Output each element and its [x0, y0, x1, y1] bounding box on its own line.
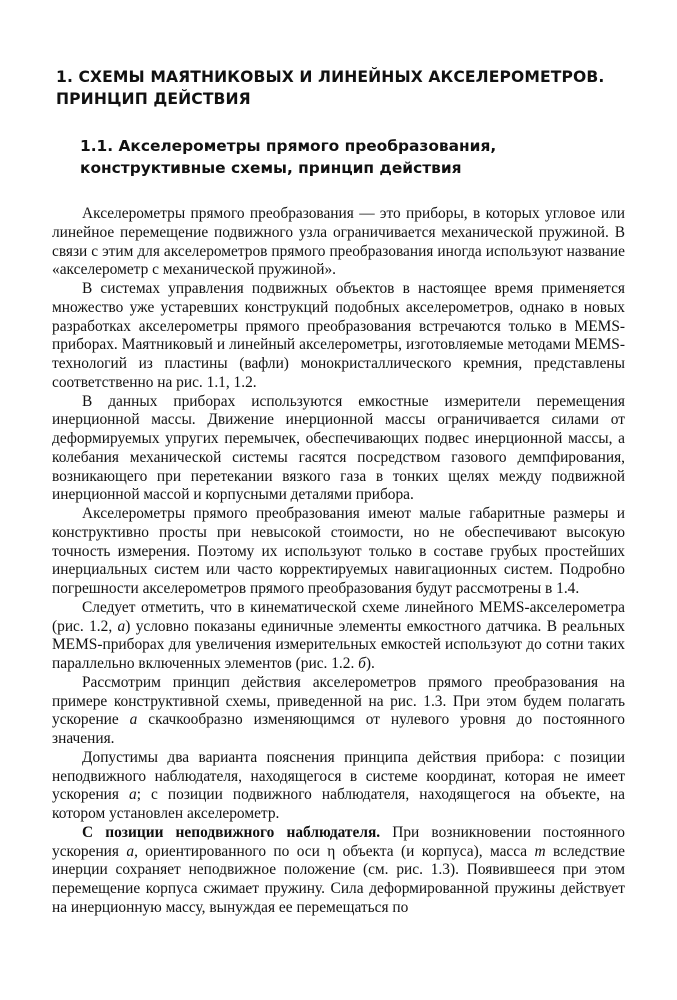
paragraph-8 — [52, 824, 625, 918]
paragraph-1: Акселерометры прямого преобразования — это приборы, в которых угловое или линейное перемещение подвижного узла ограничивается механической пружиной. В связи с этим для акселерометров прямого преобразования иногда используют название «акселерометр с механической пружиной». — [52, 205, 625, 279]
paragraph-4: Акселерометры прямого преобразования имеют малые габаритные размеры и конструктивно просты при невысокой стоимости, но не обеспечивают высокую точность измерения. Поэтому их используют только в составе грубых простейших инерциальных систем или часто корректируемых навигационных систем. Подробно погрешности акселерометров прямого преобразования будут рассмотрены в 1.4. — [52, 505, 625, 597]
body-text — [52, 205, 625, 918]
paragraph-6 — [52, 674, 625, 749]
section-title-line-1: 1.1. Акселерометры прямого преобразования, — [80, 137, 497, 155]
section-title-line-2: конструктивные схемы, принцип действия — [80, 159, 462, 177]
section-title — [80, 135, 625, 179]
paragraph-5-italic-a: а — [117, 617, 126, 635]
paragraph-5-part-b: ) условно показаны единичные элементы емкостного датчика. В реальных MEMS-приборах для увеличения измерительных емкостей используют до сотни таких параллельно включенных элементов (рис. 1.2. — [52, 617, 625, 672]
paragraph-2: В системах управления подвижных объектов в настоящее время применяется множество уже устаревших конструкций подобных акселерометров, однако в новых разработках акселерометры прямого преобразования встречаются только в MEMS-приборах. Маятниковый и линейный акселерометры, изготовляемые методами MEMS-технологий из пластины (вафли) монокристаллического кремния, представлены соответственно на рис. 1.1, 1.2. — [52, 280, 625, 391]
paragraph-6-part-a: Рассмотрим принцип действия акселерометров прямого преобразования на примере конструктивной схемы, приведенной на рис. 1.3. При этом будем полагать ускорение — [52, 673, 625, 729]
paragraph-8-lead: С позиции неподвижного наблюдателя. — [82, 823, 381, 841]
paragraph-8-part-b: , ориентированного по оси η объекта (и корпуса), масса — [134, 842, 535, 860]
chapter-title-line-2: ПРИНЦИП ДЕЙСТВИЯ — [56, 90, 251, 108]
paragraph-8-part-c: вследствие инерции сохраняет неподвижное положение (см. рис. 1.3). Появившееся при этом перемещение корпуса сжимает пружину. Сила деформированной пружины действует на инерционную массу, вынуждая ее перемещаться по — [52, 842, 626, 916]
paragraph-7-part-b: ; с позиции подвижного наблюдателя, находящегося на объекте, на котором установлен акселерометр. — [52, 786, 626, 822]
paragraph-5-part-c: ). — [365, 655, 375, 672]
paragraph-8-italic-m: m — [534, 842, 546, 860]
paragraph-6-part-b: скачкообразно изменяющимся от нулевого уровня до постоянного значения. — [52, 711, 625, 747]
paragraph-8-part-a: При возникновении постоянного ускорения — [52, 823, 625, 860]
paragraph-5-italic-b: б — [358, 655, 366, 672]
chapter-title — [56, 66, 625, 110]
paragraph-7 — [52, 749, 625, 824]
paragraph-7-part-a: Допустимы два варианта пояснения принципа действия прибора: с позиции неподвижного наблюдателя, находящегося в системе координат, которая не имеет ускорения — [52, 748, 625, 804]
paragraph-7-italic: a — [129, 786, 137, 804]
paragraph-5-part-a: Следует отметить, что в кинематической схеме линейного MEMS-акселерометра (рис. 1.2, — [52, 598, 625, 635]
chapter-title-line-1: 1. СХЕМЫ МАЯТНИКОВЫХ И ЛИНЕЙНЫХ АКСЕЛЕРОМЕТРОВ. — [56, 68, 605, 86]
paragraph-8-italic-a: a — [126, 842, 135, 860]
paragraph-6-italic: a — [129, 711, 138, 729]
paragraph-5 — [52, 599, 625, 674]
paragraph-3: В данных приборах используются емкостные измерители перемещения инерционной массы. Движение инерционной массы ограничивается силами от деформируемых упругих перемычек, обеспечивающих подвес инерционной массы, а колебания механической системы гасятся посредством газового демпфирования, возникающего при перетекании вязкого газа в тонких щелях между подвижной инерционной массой и корпусными деталями прибора. — [52, 392, 625, 504]
